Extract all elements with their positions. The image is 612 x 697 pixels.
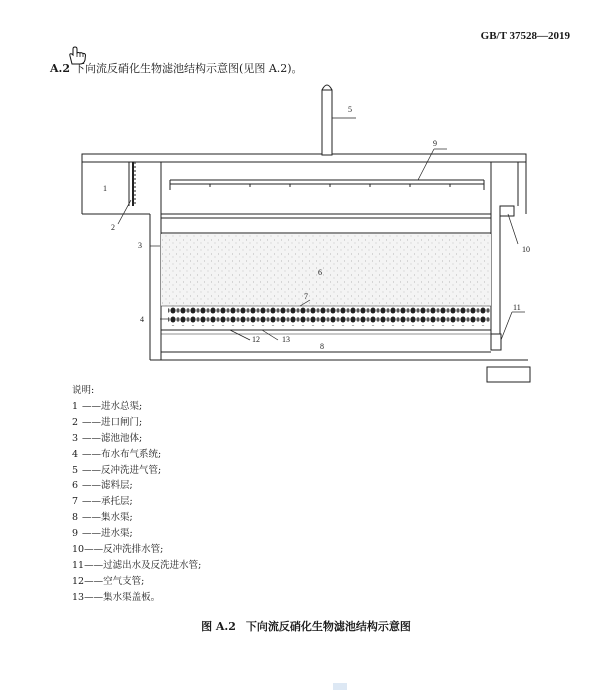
drawing-label: 6 [318,268,322,277]
drawing-label: 11 [513,303,521,312]
drawing-label: 8 [320,342,324,351]
support-layer [168,306,490,326]
drain-pipes [491,206,514,350]
legend-item: 11——过滤出水及反洗进水管; [72,559,202,571]
standard-code: GB/T 37528—2019 [480,30,570,42]
legend-title: 说明: [72,385,95,396]
figure-caption [0,618,612,634]
legend-item: 9 ——进水渠; [72,528,133,540]
inlet-distribution-pipe [170,180,484,190]
section-title: 下向流反硝化生物滤池结构示意图(见图 A.2)。 [74,62,303,75]
drawing-label: 2 [111,223,115,232]
legend-item: 4 ——布水布气系统; [72,448,162,460]
filter-media-layer [161,234,491,306]
drawing-label: 3 [138,241,142,250]
figure-title: 下向流反硝化生物滤池结构示意图 [245,620,411,633]
legend-item: 8 ——集水渠; [72,512,133,524]
legend-item: 13——集水渠盖板。 [72,591,161,603]
legend-item: 7 ——承托层; [72,496,133,508]
section-number: A.2 [50,62,71,75]
drawing-label: 1 [103,184,107,193]
legend-item: 2 ——进口闸门; [72,416,143,428]
drawing-label: 9 [433,139,437,148]
drawing-label: 12 [252,335,260,344]
drawing-label: 10 [522,245,530,254]
inlet-gate [129,162,135,206]
legend-item: 6 ——滤料层; [72,480,133,492]
drawing-label: 13 [282,335,290,344]
figure-number: 图 A.2 [201,620,236,633]
page-footer-mark [333,683,347,690]
legend [72,383,201,606]
legend-item: 10——反冲洗排水管; [72,544,164,556]
drawing-label: 5 [348,105,352,114]
legend-item: 12——空气支管; [72,575,145,587]
drawing-label: 7 [304,292,308,301]
legend-item: 3 ——滤池池体; [72,432,143,444]
legend-item: 1 ——进水总渠; [72,400,143,412]
drawing-label: 4 [140,315,144,324]
air-inlet-pipe [322,85,332,155]
legend-item: 5 ——反冲洗进气管; [72,464,162,476]
